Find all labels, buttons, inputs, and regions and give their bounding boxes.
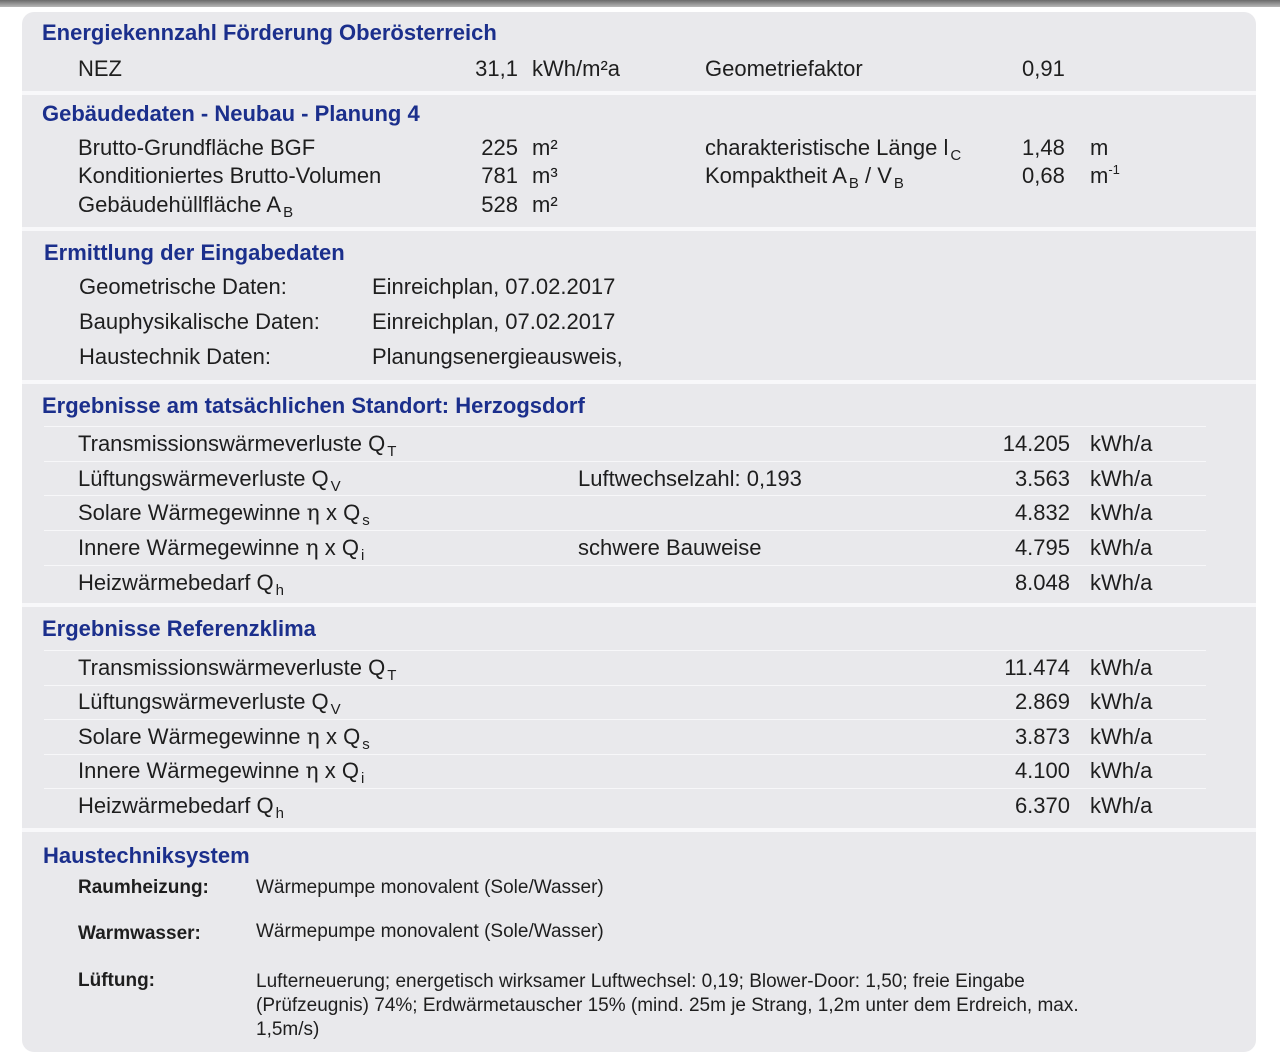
result-unit: kWh/a xyxy=(1090,758,1153,783)
bgf-value: 225 xyxy=(481,135,518,160)
row-divider xyxy=(44,788,1206,789)
volumen-label: Konditioniertes Brutto-Volumen xyxy=(78,163,382,188)
row-divider xyxy=(44,461,1206,462)
result-label: Transmissionswärmeverluste Q $_T$ xyxy=(78,655,397,684)
kompaktheit-value: 0,68 xyxy=(1022,163,1065,188)
result-label: Transmissionswärmeverluste Q $_T$ xyxy=(78,431,397,460)
nez-label: NEZ xyxy=(78,56,122,81)
kompaktheit-unit: $m^{-1}$ xyxy=(1090,162,1120,188)
result-value: 2.869 xyxy=(1014,689,1070,714)
section-title: Ergebnisse am tatsächlichen Standort: Herzogsdorf xyxy=(42,393,585,418)
warmwasser-value: Wärmepumpe monovalent (Sole/Wasser) xyxy=(256,921,604,942)
section-separator xyxy=(22,380,1256,384)
ermittlung-label: Geometrische Daten: xyxy=(79,274,287,299)
section-separator xyxy=(22,603,1256,607)
ermittlung-value: Einreichplan, 07.02.2017 xyxy=(372,309,616,334)
row-divider xyxy=(44,719,1206,720)
result-unit: kWh/a xyxy=(1090,570,1153,595)
ermittlung-value: Planungsenergieausweis, xyxy=(372,344,623,369)
huellflaeche-unit: m² xyxy=(532,192,558,217)
result-note: Luftwechselzahl: 0,193 xyxy=(578,466,802,491)
row-divider xyxy=(44,495,1206,496)
warmwasser-label: Warmwasser: xyxy=(78,923,201,944)
row-divider xyxy=(44,530,1206,531)
lueftung-line: (Prüfzeugnis) 74%; Erdwärmetauscher 15% (mind. 25m je Strang, 1,2m unter dem Erdreich, max. xyxy=(256,995,1079,1016)
result-value: 3.563 xyxy=(1014,466,1070,491)
ermittlung-value: Einreichplan, 07.02.2017 xyxy=(372,274,616,299)
result-label: Solare Wärmegewinne η x Q $_s$ xyxy=(78,724,370,753)
section-separator xyxy=(22,828,1256,832)
result-label: Lüftungswärmeverluste Q $_V$ xyxy=(78,466,341,495)
result-note: schwere Bauweise xyxy=(578,535,762,560)
lueftung-line: 1,5m/s) xyxy=(256,1019,320,1040)
ermittlung-label: Haustechnik Daten: xyxy=(79,344,271,369)
result-unit: kWh/a xyxy=(1090,535,1153,560)
char-laenge-value: 1,48 xyxy=(1022,135,1065,160)
section-separator xyxy=(22,227,1256,231)
section-title: Energiekennzahl Förderung Oberösterreich xyxy=(42,20,497,45)
result-unit: kWh/a xyxy=(1090,793,1153,818)
result-value: 8.048 xyxy=(1014,570,1070,595)
result-unit: kWh/a xyxy=(1090,655,1153,680)
result-value: 4.100 xyxy=(1014,758,1070,783)
result-unit: kWh/a xyxy=(1090,724,1153,749)
result-unit: kWh/a xyxy=(1090,431,1153,456)
nez-value: 31,1 xyxy=(475,56,518,81)
row-divider xyxy=(44,426,1206,427)
row-divider xyxy=(44,565,1206,566)
geometriefaktor-value: 0,91 xyxy=(1022,56,1065,81)
lueftung-label: Lüftung: xyxy=(78,970,156,991)
char-laenge-unit: m xyxy=(1090,135,1109,160)
result-value: 6.370 xyxy=(1014,793,1070,818)
nez-unit: kWh/m²a xyxy=(532,56,620,81)
bgf-unit: m² xyxy=(532,135,558,160)
ermittlung-label: Bauphysikalische Daten: xyxy=(79,309,320,334)
section-title: Ergebnisse Referenzklima xyxy=(42,616,316,641)
huellflaeche-value: 528 xyxy=(481,192,518,217)
volumen-unit: m³ xyxy=(532,163,558,188)
result-label: Heizwärmebedarf Q $_h$ xyxy=(78,570,284,599)
huellflaeche-label: Gebäudehüllfläche A $_B$ xyxy=(78,192,294,221)
result-value: 4.832 xyxy=(1014,500,1070,525)
volumen-value: 781 xyxy=(481,163,518,188)
result-label: Lüftungswärmeverluste Q $_V$ xyxy=(78,689,341,718)
section-separator xyxy=(22,91,1256,95)
bgf-label: Brutto-Grundfläche BGF xyxy=(78,135,316,160)
lueftung-line: Lufterneuerung; energetisch wirksamer Luftwechsel: 0,19; Blower-Door: 1,50; freie Eingabe xyxy=(256,971,1025,992)
row-divider xyxy=(44,754,1206,755)
geometriefaktor-label: Geometriefaktor xyxy=(705,56,863,81)
top-border xyxy=(0,0,1280,7)
raumheizung-label: Raumheizung: xyxy=(78,877,209,898)
section-title: Gebäudedaten - Neubau - Planung 4 xyxy=(42,101,420,126)
char-laenge-label: charakteristische Länge l $_C$ xyxy=(705,135,962,164)
raumheizung-value: Wärmepumpe monovalent (Sole/Wasser) xyxy=(256,877,604,898)
result-value: 3.873 xyxy=(1014,724,1070,749)
result-unit: kWh/a xyxy=(1090,689,1153,714)
result-label: Innere Wärmegewinne η x Q $_i$ xyxy=(78,535,365,564)
result-label: Heizwärmebedarf Q $_h$ xyxy=(78,793,284,822)
result-unit: kWh/a xyxy=(1090,500,1153,525)
row-divider xyxy=(44,685,1206,686)
section-title: Haustechniksystem xyxy=(43,843,250,868)
result-value: 4.795 xyxy=(1014,535,1070,560)
result-value: 14.205 xyxy=(1002,431,1070,456)
row-divider xyxy=(44,650,1206,651)
result-label: Innere Wärmegewinne η x Q $_i$ xyxy=(78,758,365,787)
result-unit: kWh/a xyxy=(1090,466,1153,491)
section-title: Ermittlung der Eingabedaten xyxy=(44,240,345,265)
kompaktheit-label: Kompaktheit A $_B$ / V $_B$ xyxy=(705,163,904,192)
result-label: Solare Wärmegewinne η x Q $_s$ xyxy=(78,500,370,529)
result-value: 11.474 xyxy=(1004,655,1070,680)
